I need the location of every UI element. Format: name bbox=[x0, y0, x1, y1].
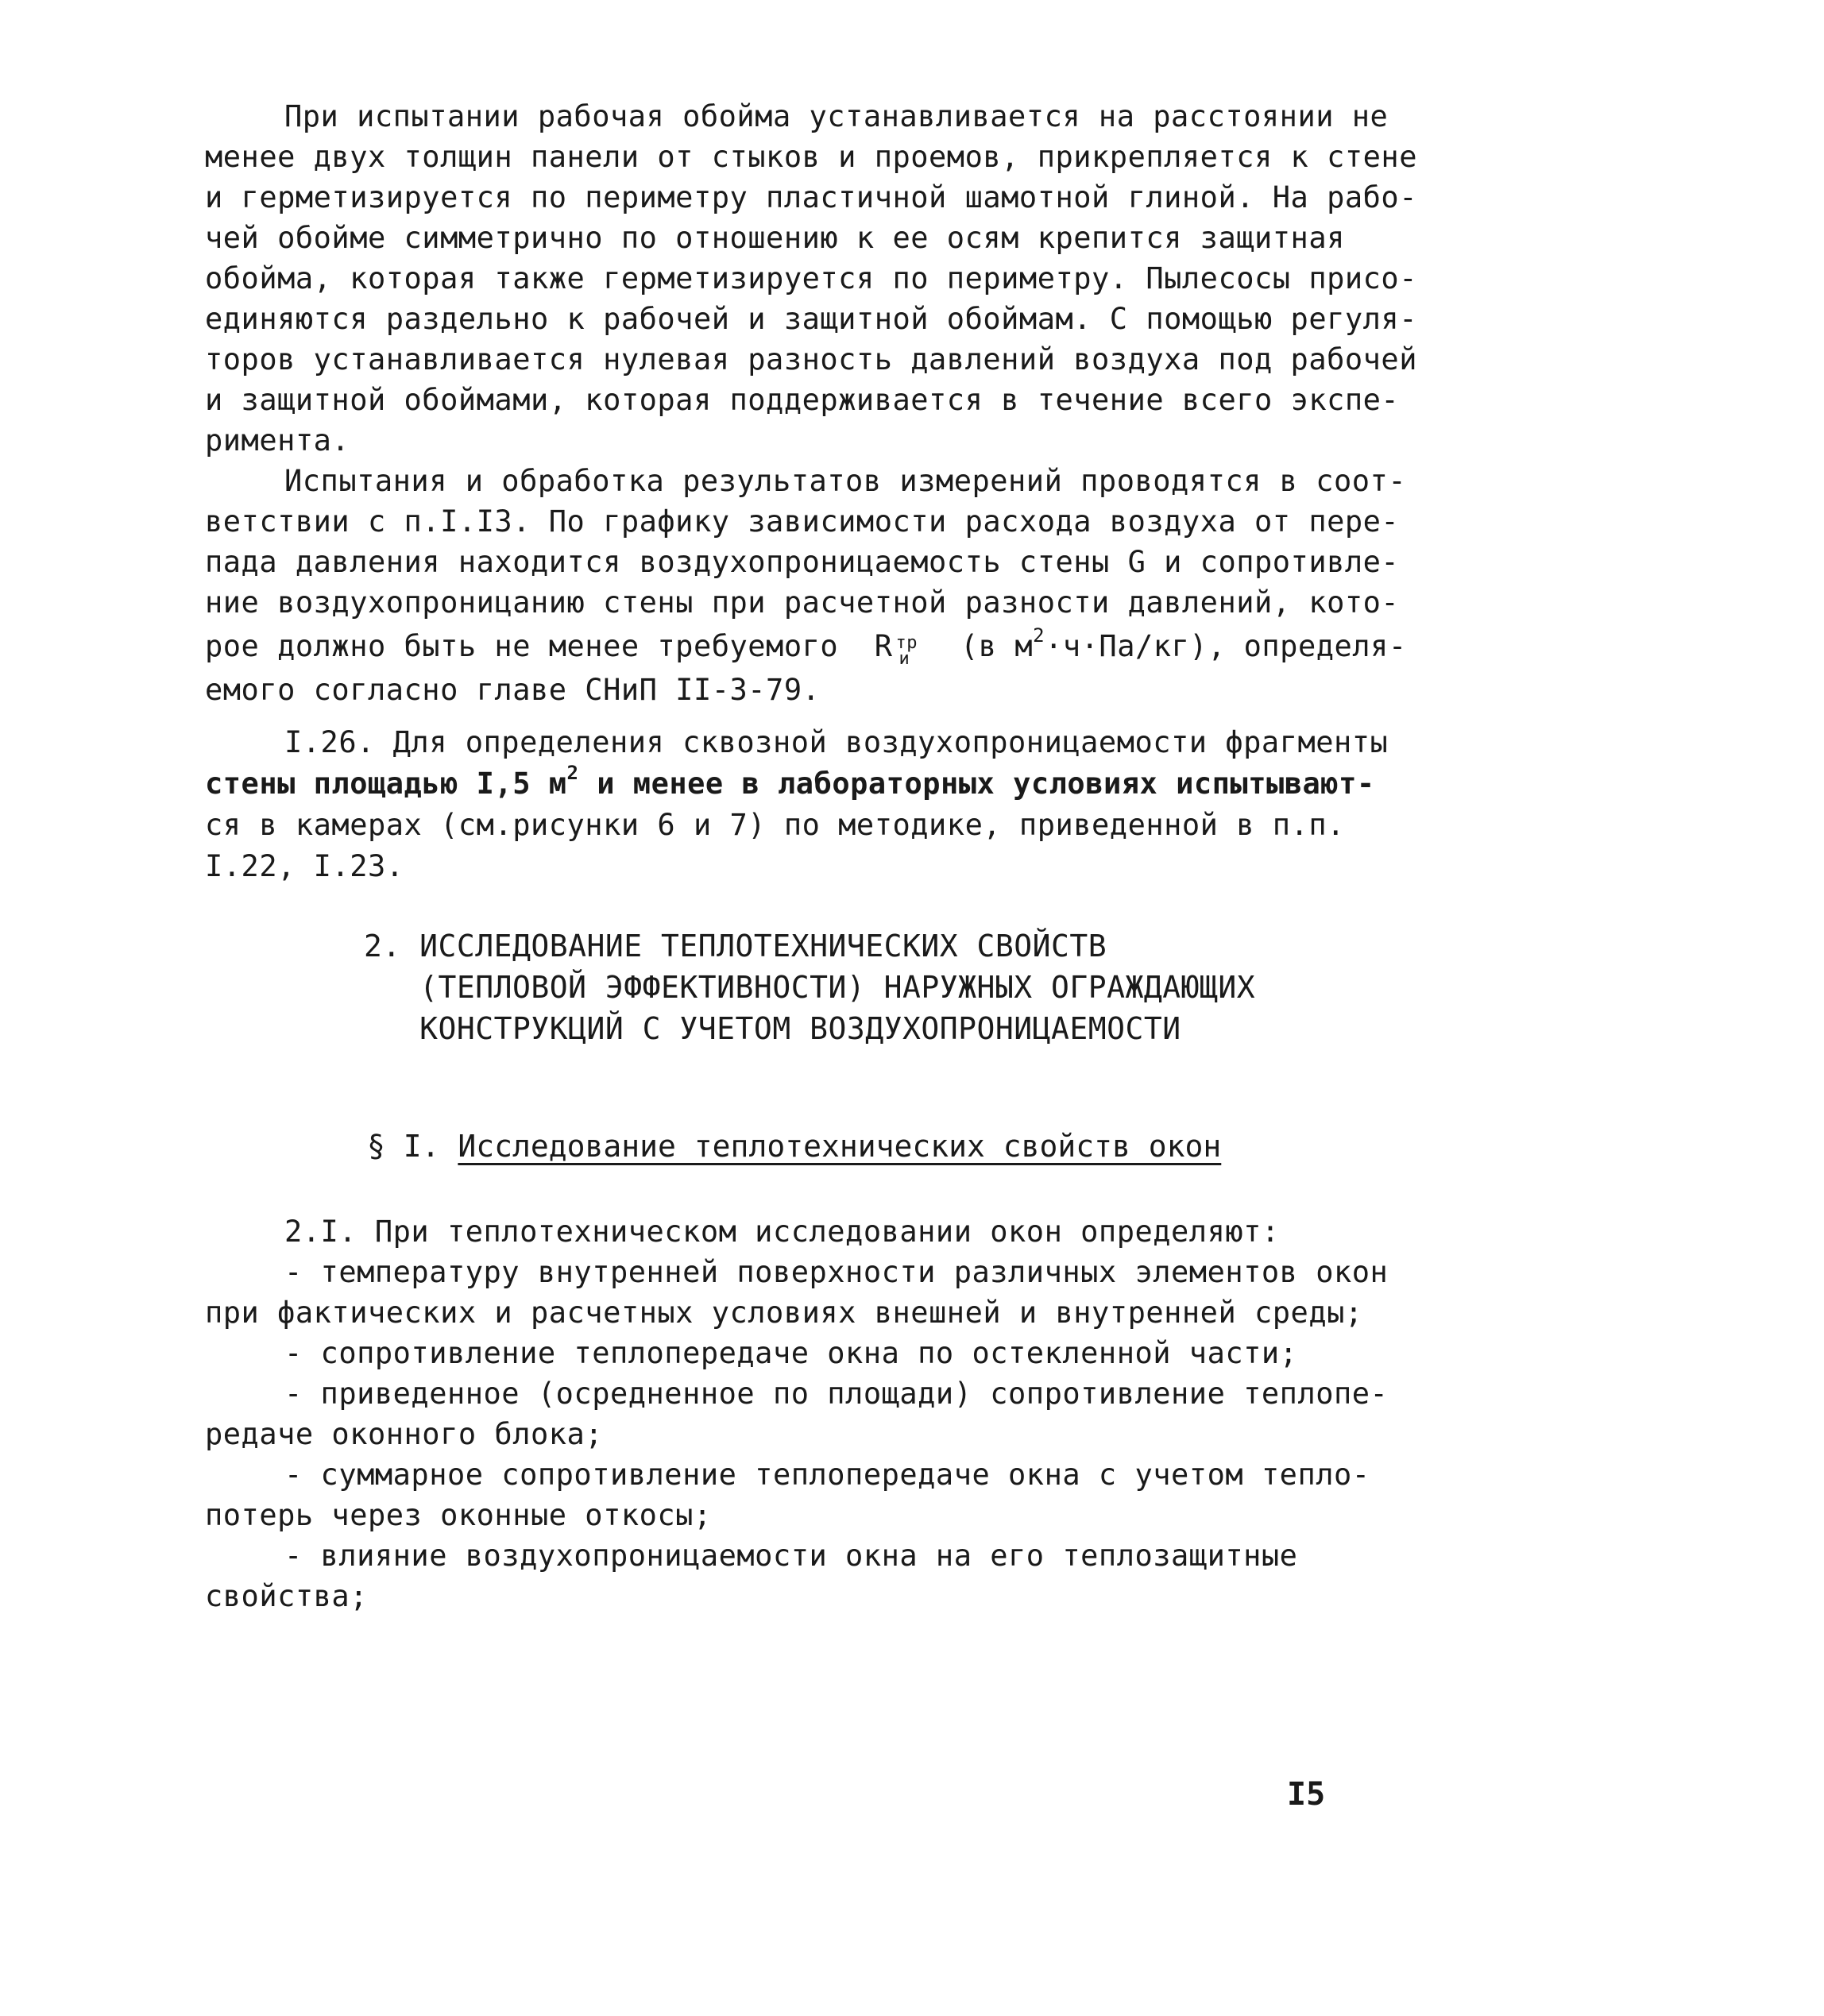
list-intro: 2.I. При теплотехническом исследовании окон определяют: bbox=[284, 1215, 1280, 1249]
para3-line-1: I.26. Для определения сквозной воздухопроницаемости фрагменты bbox=[284, 725, 1389, 759]
para1-line-4: чей обойме симметрично по отношению к ее осям крепится защитная bbox=[205, 221, 1345, 255]
list-item: свойства; bbox=[205, 1579, 368, 1613]
para1-line-5: обойма, которая также герметизируется по периметру. Пылесосы присо- bbox=[205, 261, 1417, 295]
list-item: при фактических и расчетных условиях внешней и внутренней среды; bbox=[205, 1296, 1363, 1330]
para2-line-3: пада давления находится воздухопроницаемость стены G и сопротивле- bbox=[205, 545, 1400, 579]
para2-formula-line bbox=[205, 624, 1407, 669]
formula-superscript: тр bbox=[895, 633, 918, 653]
para2-line-2: ветствии с п.I.I3. По графику зависимости расхода воздуха от пере- bbox=[205, 504, 1400, 539]
section-heading bbox=[367, 1129, 1222, 1164]
page-number: I5 bbox=[1287, 1776, 1326, 1813]
para1-line-3: и герметизируется по периметру пластичной шамотной глиной. На рабо- bbox=[205, 180, 1417, 214]
formula-exponent: 2 bbox=[1033, 624, 1045, 647]
list-item: - влияние воздухопроницаемости окна на его теплозащитные bbox=[284, 1539, 1298, 1573]
para1-line-6: единяются раздельно к рабочей и защитной обоймам. С помощью регуля- bbox=[205, 302, 1417, 336]
section-title: Исследование теплотехнических свойств окон bbox=[458, 1129, 1222, 1164]
para1-line-8: и защитной обоймами, которая поддерживается в течение всего экспе- bbox=[205, 383, 1400, 417]
para2-last-line: емого согласно главе СНиП II-3-79. bbox=[205, 673, 821, 707]
chapter-heading-line-2: (ТЕПЛОВОЙ ЭФФЕКТИВНОСТИ) НАРУЖНЫХ ОГРАЖДАЮЩИХ bbox=[364, 970, 1256, 1005]
section-symbol: § I. bbox=[367, 1129, 458, 1164]
list-item: - приведенное (осредненное по площади) сопротивление теплопе- bbox=[284, 1377, 1389, 1411]
para2-line-4: ние воздухопроницанию стены при расчетной разности давлений, кото- bbox=[205, 585, 1400, 620]
formula-text-b: (в м bbox=[924, 629, 1034, 663]
formula-text-c: ·ч·Па/кг), определя- bbox=[1045, 629, 1407, 663]
area-exponent: 2 bbox=[566, 762, 579, 784]
formula-text-a: рое должно быть не менее требуемого R bbox=[205, 629, 893, 663]
para1-line-1: При испытании рабочая обойма устанавливается на расстоянии не bbox=[284, 99, 1389, 133]
para3-line-2 bbox=[205, 762, 1375, 801]
list-item: потерь через оконные откосы; bbox=[205, 1498, 712, 1532]
chapter-heading-line-3: КОНСТРУКЦИЙ С УЧЕТОМ ВОЗДУХОПРОНИЦАЕМОСТИ bbox=[364, 1011, 1181, 1046]
para3-line-2a: стены площадью I,5 м bbox=[205, 767, 567, 801]
formula-subscript: и bbox=[898, 649, 910, 669]
list-item: - сопротивление теплопередаче окна по остекленной части; bbox=[284, 1336, 1298, 1370]
para3-line-3: ся в камерах (см.рисунки 6 и 7) по методике, приведенной в п.п. bbox=[205, 808, 1345, 842]
list-item: - температуру внутренней поверхности различных элементов окон bbox=[284, 1255, 1389, 1289]
para1-line-2: менее двух толщин панели от стыков и проемов, прикрепляется к стене bbox=[205, 140, 1417, 174]
para3-line-2b: и менее в лабораторных условиях испытывают- bbox=[578, 767, 1375, 801]
list-item: редаче оконного блока; bbox=[205, 1417, 604, 1451]
para2-line-1: Испытания и обработка результатов измерений проводятся в соот- bbox=[284, 464, 1407, 498]
para3-line-4: I.22, I.23. bbox=[205, 849, 404, 883]
para1-line-7: торов устанавливается нулевая разность давлений воздуха под рабочей bbox=[205, 342, 1417, 377]
chapter-heading-line-1: 2. ИССЛЕДОВАНИЕ ТЕПЛОТЕХНИЧЕСКИХ СВОЙСТВ bbox=[364, 929, 1107, 964]
para1-line-9: римента. bbox=[205, 423, 350, 458]
list-item: - суммарное сопротивление теплопередаче окна с учетом тепло- bbox=[284, 1458, 1370, 1492]
